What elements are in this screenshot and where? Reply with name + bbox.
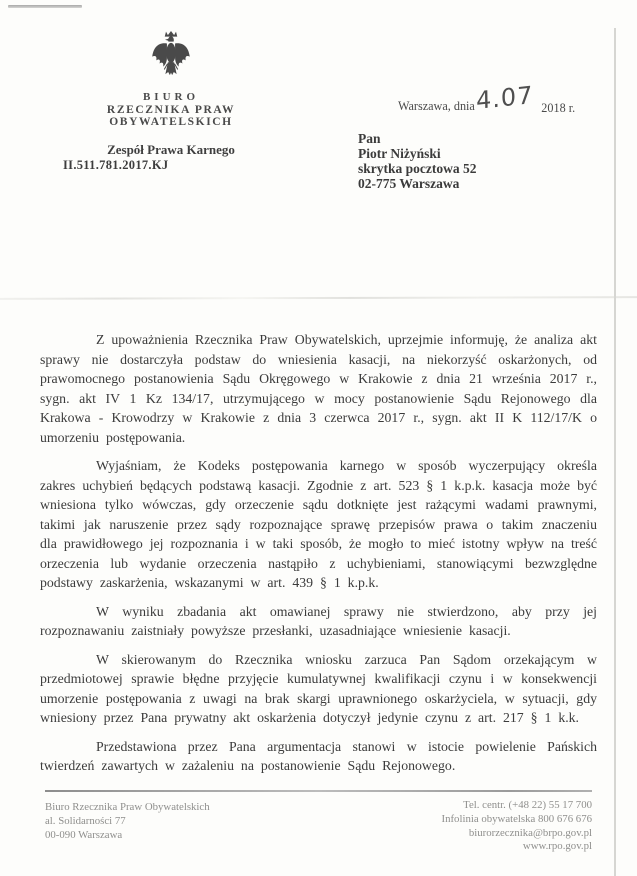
polish-eagle-emblem-icon — [151, 28, 191, 84]
addressee-salutation: Pan — [358, 131, 381, 146]
handwritten-date: 4.07 — [475, 80, 534, 116]
footer-contact-info — [441, 799, 592, 854]
date-prefix: Warszawa, dnia — [398, 99, 475, 113]
footer-website: www.rpo.gov.pl — [522, 840, 592, 853]
office-name-line1: BIURO — [142, 91, 200, 103]
letterhead — [55, 28, 287, 158]
scan-page-edge-line — [614, 28, 616, 876]
footer-office-address — [45, 801, 210, 842]
paper-fold-crease — [0, 296, 637, 300]
addressee-block — [358, 131, 477, 191]
date-year: 2018 r. — [541, 101, 576, 115]
footer-phone: Tel. centr. (+48 22) 55 17 700 — [463, 799, 592, 811]
body-paragraph: Przedstawiona przez Pana argumentacja stanowi w istocie powielenie Pańskich twierdzeń zawartych w zażaleniu na postanowienie Sądu Rejonowego. — [40, 738, 597, 773]
footer-office-street: al. Solidarności 77 — [45, 814, 126, 827]
body-paragraph: Z upoważnienia Rzecznika Praw Obywatelskich, uprzejmie informuję, że analiza akt sprawy nie dostarczyła podstaw do wniesienia kasacji, na niekorzyść oskarżonych, od prawomocnego postanowienia Sądu Okręgowego w Krakowie z dnia 21 września 2017 r., sygn. akt IV 1 Kz 134/17, utrzymującego w mocy postanowienie Sądu Rejonowego dla Krakowa - Krowodrzy w Krakowie z dnia 3 czerwca 2017 r., sygn. akt II K 112/17/K o umorzeniu postępowania. — [40, 332, 597, 445]
addressee-name: Piotr Niżyński — [358, 146, 441, 161]
date-line — [398, 80, 576, 116]
office-name-line2: RZECZNIKA PRAW OBYWATELSKICH — [106, 104, 236, 128]
addressee-po-box: skrytka pocztowa 52 — [358, 161, 477, 176]
department-name: Zespół Prawa Karnego — [107, 142, 235, 157]
body-paragraph: W skierowanym do Rzecznika wniosku zarzuca Pan Sądom orzekającym w przedmiotowej sprawie błędne przyjęcie kumulatywnej kwalifikacji czynu i w konsekwencji umorzenie postępowania z uwagi na brak skargi uprawnionego oskarżyciela, w sytuacji, gdy wniesiony przez Pana prywatny akt oskarżenia dotyczył jedynie czynu z art. 217 § 1 k.k. — [40, 651, 597, 725]
body-paragraph: W wyniku zbadania akt omawianej sprawy nie stwierdzono, aby przy jej rozpoznawaniu zaistniały powyższe przesłanki, uzasadniające wniesienie kasacji. — [40, 603, 597, 638]
footer-email: biurorzecznika@brpo.gov.pl — [468, 826, 592, 839]
scan-artifact-top-line — [8, 5, 82, 8]
footer-hotline: Infolinia obywatelska 800 676 676 — [441, 812, 592, 825]
case-reference-number: II.511.781.2017.KJ — [63, 158, 169, 172]
letter-body — [40, 330, 597, 785]
footer-office-name: Biuro Rzecznika Praw Obywatelskich — [45, 801, 210, 813]
footer-office-city: 00-090 Warszawa — [45, 828, 123, 841]
body-paragraph: Wyjaśniam, że Kodeks postępowania karnego w sposób wyczerpujący określa zakres uchybień będących podstawą kasacji. Zgodnie z art. 523 § 1 k.p.k. kasacja może być wniesiona tylko wówczas, gdy orzeczenie sądu dotknięte jest rażącymi wadami prawnymi, takimi jak naruszenie przez sądy rozpoznające sprawę przepisów prawa o takim znaczeniu dla prawidłowego jej rozpoznania i w taki sposób, że mogło to mieć istotny wpływ na treść orzeczenia lub wydanie orzeczenia nastąpiło z uchybieniami, stanowiącymi bezwzględne podstawy zaskarżenia, wskazanymi w art. 439 § 1 k.p.k. — [40, 458, 597, 590]
addressee-city: 02-775 Warszawa — [358, 176, 460, 191]
footer-divider-line — [45, 790, 592, 792]
